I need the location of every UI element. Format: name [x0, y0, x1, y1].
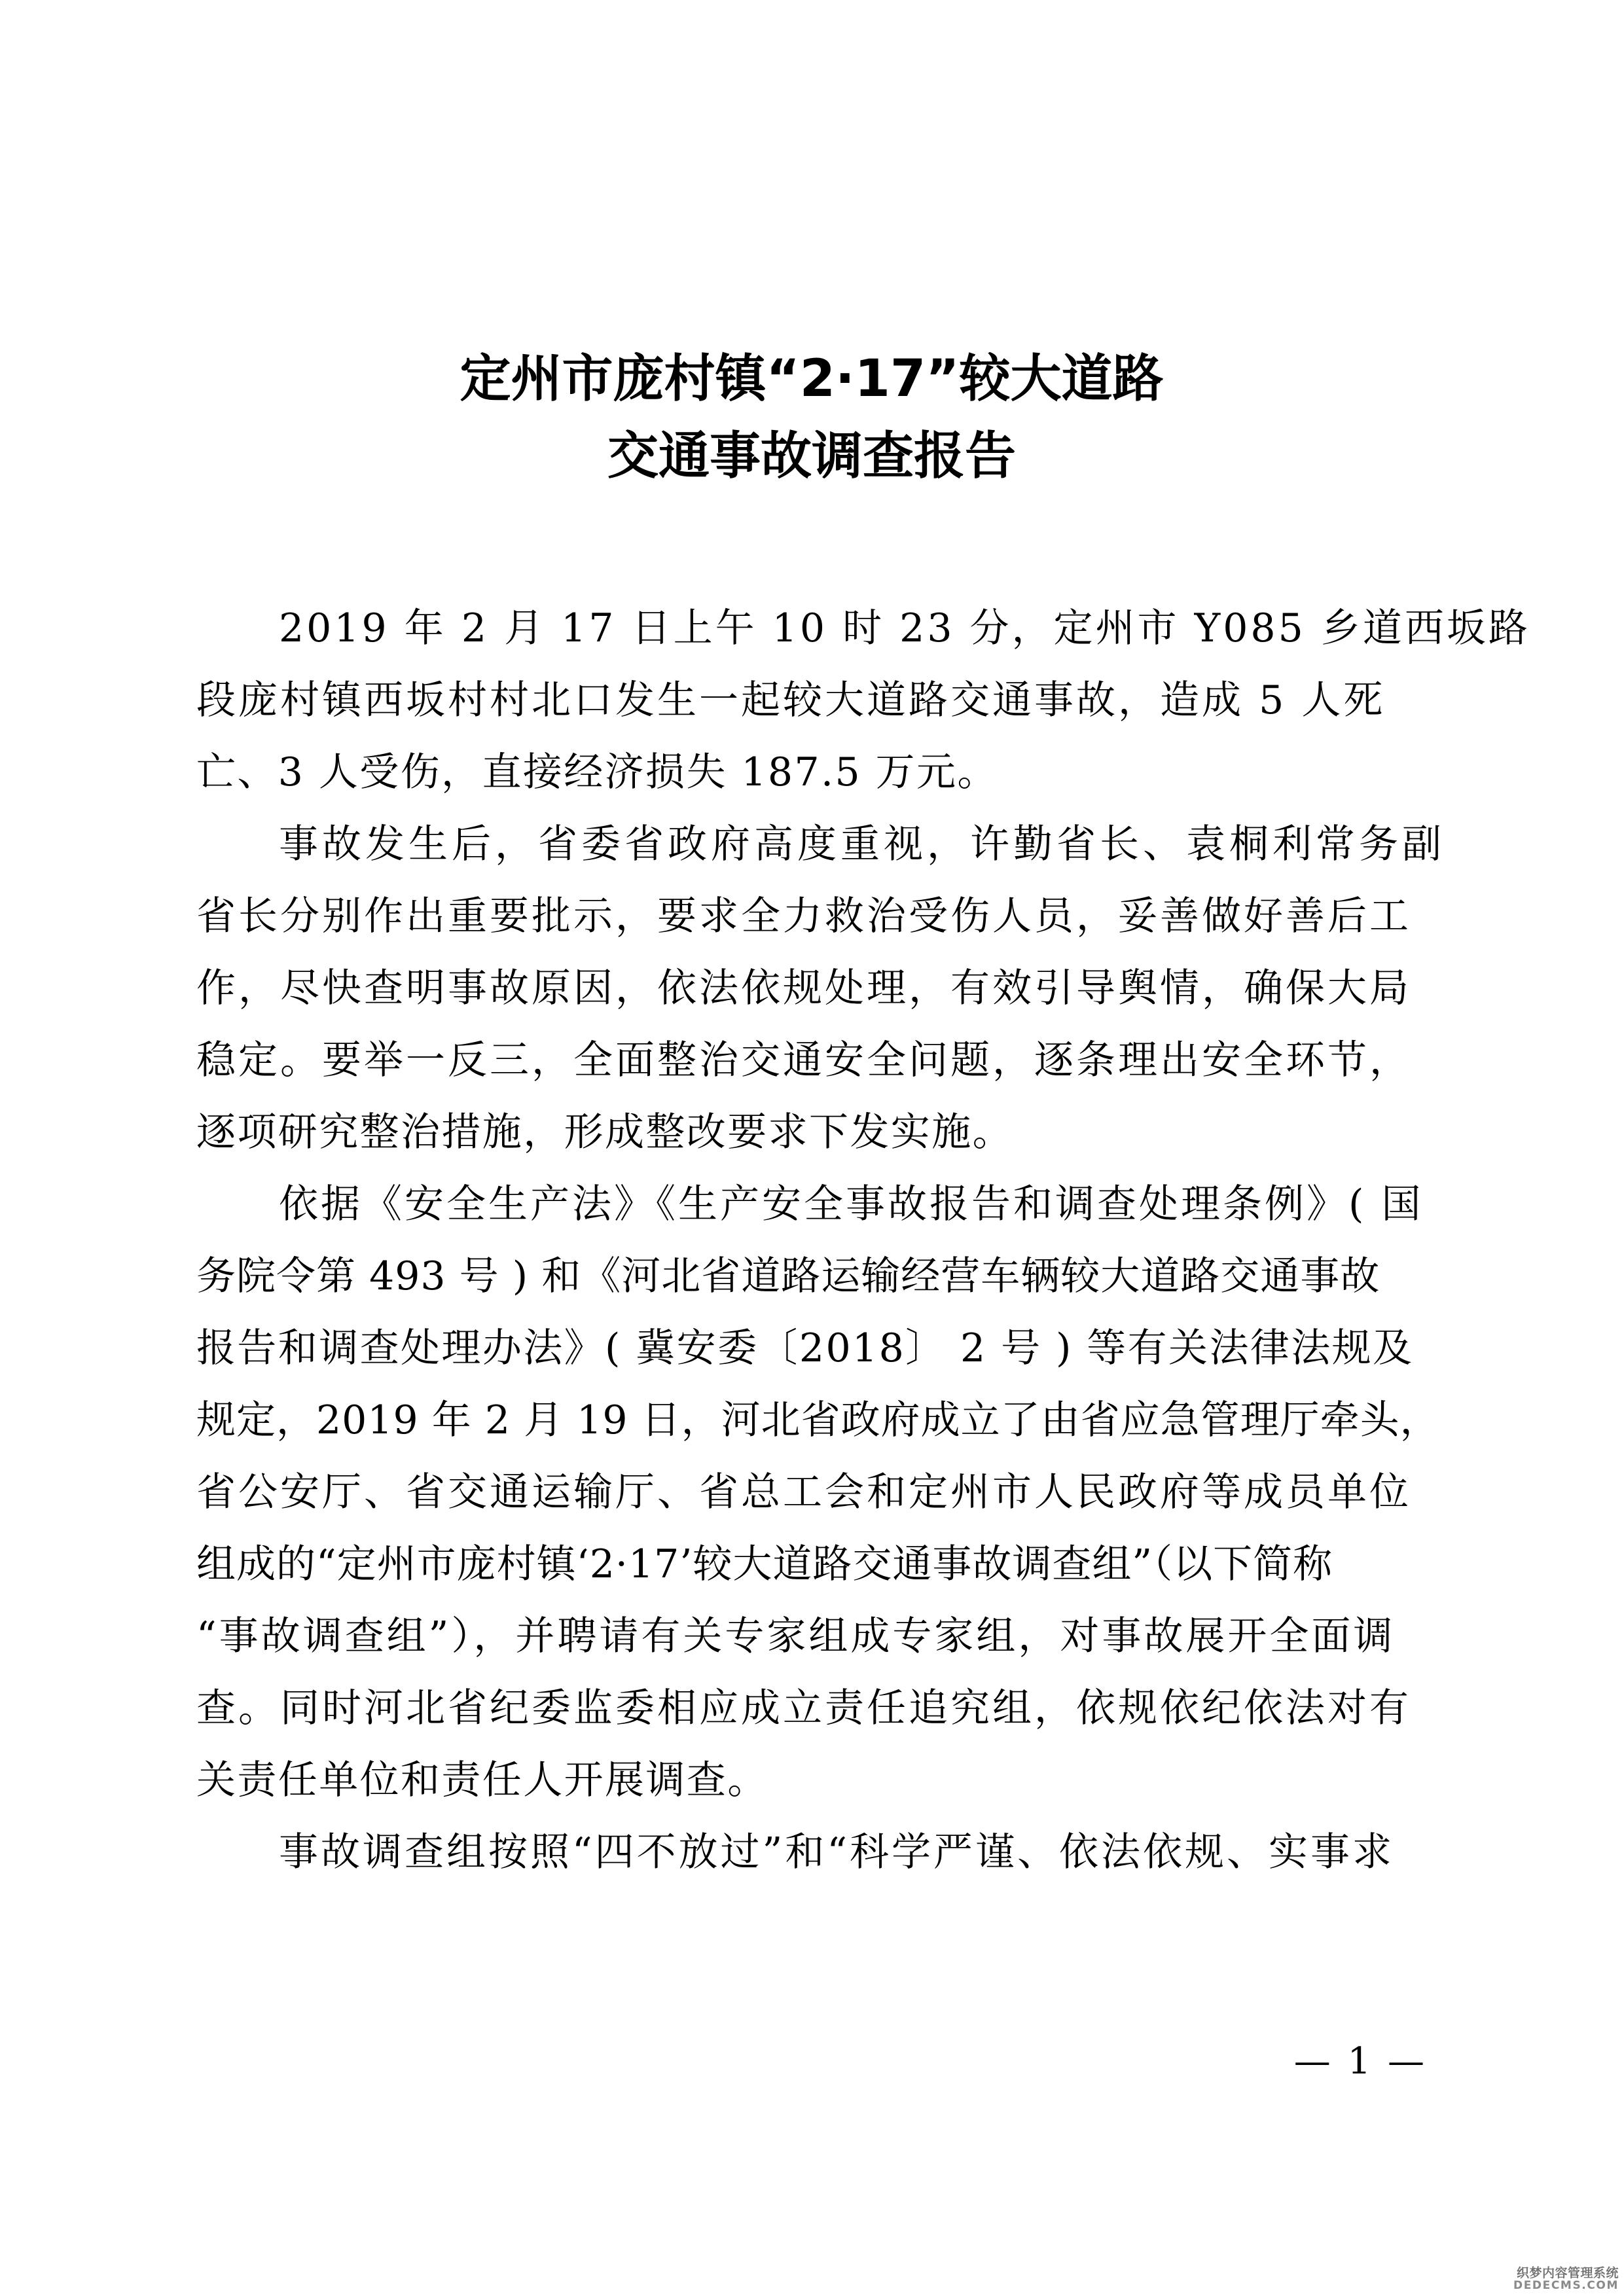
paragraph-accident-summary: [196, 592, 1530, 808]
paragraph-investigation-principles: [196, 1816, 1430, 1888]
paragraph-leadership-response: [196, 808, 1445, 1168]
body-line: 查。同时河北省纪委监委相应成立责任追究组，依规依纪依法对有: [196, 1685, 1411, 1731]
page-number: — 1 —: [1293, 2040, 1427, 2083]
document-title-line-1: 定州市庞村镇“2·17”较大道路: [460, 350, 1164, 408]
body-line: 组成的“定州市庞村镇‘2·17’较大道路交通事故调查组”（以下简称: [196, 1541, 1333, 1587]
body-line: 关责任单位和责任人开展调查。: [196, 1757, 768, 1803]
body-line: 省公安厅、省交通运输厅、省总工会和定州市人民政府等成员单位: [196, 1469, 1411, 1515]
body-line: 规定，2019 年 2 月 19 日，河北省政府成立了由省应急管理厅牵头，: [196, 1397, 1440, 1443]
body-line: 报告和调查处理办法》( 冀安委〔2018〕 2 号 ) 等有关法律法规及: [196, 1325, 1414, 1371]
body-line: 作，尽快查明事故原因，依法依规处理，有效引导舆情，确保大局: [196, 965, 1411, 1011]
body-line: 事故发生后，省委省政府高度重视，许勤省长、袁桐利常务副: [279, 821, 1445, 867]
document-title-line-2: 交通事故调查报告: [607, 427, 1016, 486]
body-line: 事故调查组按照“四不放过”和“科学严谨、依法依规、实事求: [279, 1829, 1395, 1875]
document-title: [196, 340, 1427, 495]
body-line: 依据《安全生产法》《生产安全事故报告和调查处理条例》( 国: [279, 1181, 1424, 1227]
watermark-chinese-text: 织梦内容管理系统: [1516, 2266, 1619, 2281]
body-line: 亡、3 人受伤，直接经济损失 187.5 万元。: [196, 749, 998, 795]
body-line: 省长分别作出重要批示，要求全力救治受伤人员，妥善做好善后工: [196, 893, 1411, 939]
body-line: 逐项研究整治措施，形成整改要求下发实施。: [196, 1109, 1013, 1155]
body-line: 段庞村镇西坂村村北口发生一起较大道路交通事故，造成 5 人死: [196, 677, 1386, 723]
body-line: “事故调查组”），并聘请有关专家组成专家组，对事故展开全面调: [196, 1613, 1396, 1659]
body-line: 2019 年 2 月 17 日上午 10 时 23 分，定州市 Y085 乡道西坂路: [279, 605, 1530, 651]
watermark-english-text: DEDECMS.COM: [1513, 2279, 1619, 2293]
paragraph-legal-basis: [196, 1168, 1440, 1816]
document-body: [196, 592, 1530, 1888]
body-line: 务院令第 493 号 ) 和《河北省道路运输经营车辆较大道路交通事故: [196, 1253, 1380, 1299]
watermark: [1513, 2267, 1619, 2292]
body-line: 稳定。要举一反三，全面整治交通安全问题，逐条理出安全环节，: [196, 1037, 1411, 1083]
